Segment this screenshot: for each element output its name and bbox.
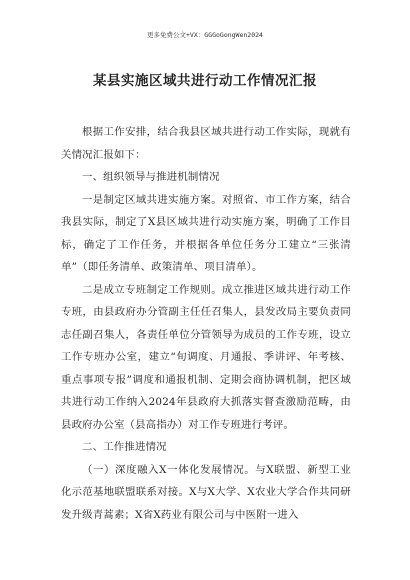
document-body	[61, 121, 351, 526]
paragraph-intro: 根据工作安排，结合我县区域共进行动工作实际，现就有关情况汇报如下：	[61, 126, 351, 161]
header-note: 更多免费公文+VX：GGGoGongWen2024	[147, 31, 263, 39]
paragraph-integration: （一）深度融入X一体化发展情况。与X联盟、新型工业化示范基地联盟联系对接。X与X大学、X农业大学合作共同研发升级青蒿素；X省X药业有限公司与中医附一进入	[61, 463, 351, 521]
document-title: 某县实施区域共进行动工作情况汇报	[93, 73, 317, 89]
paragraph-plan: 一是制定区域共进实施方案。对照省、市工作方案，结合我县实际，制定了X县区域共进行动实施方案，明确了工作目标，确定了工作任务，并根据各单位任务分工建立“三张清单”（即任务清单、政策清单、项目清单）。	[61, 193, 351, 273]
paragraph-task-force: 二是成立专班制定工作规则。成立推进区域共进行动工作专班，由县政府办分管副主任任召集人，县发改局主要负责同志任副召集人，各责任单位分管领导为成员的工作专班，设立工作专班办公室，建立“旬调度、月通报、季讲评、年考核、重点事项专报”调度和通报机制、定期会商协调机制，把区域共进行动工作纳入2024年县政府大抓落实督查激励范畴，由县政府办公室（县高指办）对工作专班进行考评。	[61, 283, 351, 431]
section-heading-2: 二、工作推进情况	[82, 441, 167, 453]
section-heading-1: 一、组织领导与推进机制情况	[82, 171, 220, 183]
